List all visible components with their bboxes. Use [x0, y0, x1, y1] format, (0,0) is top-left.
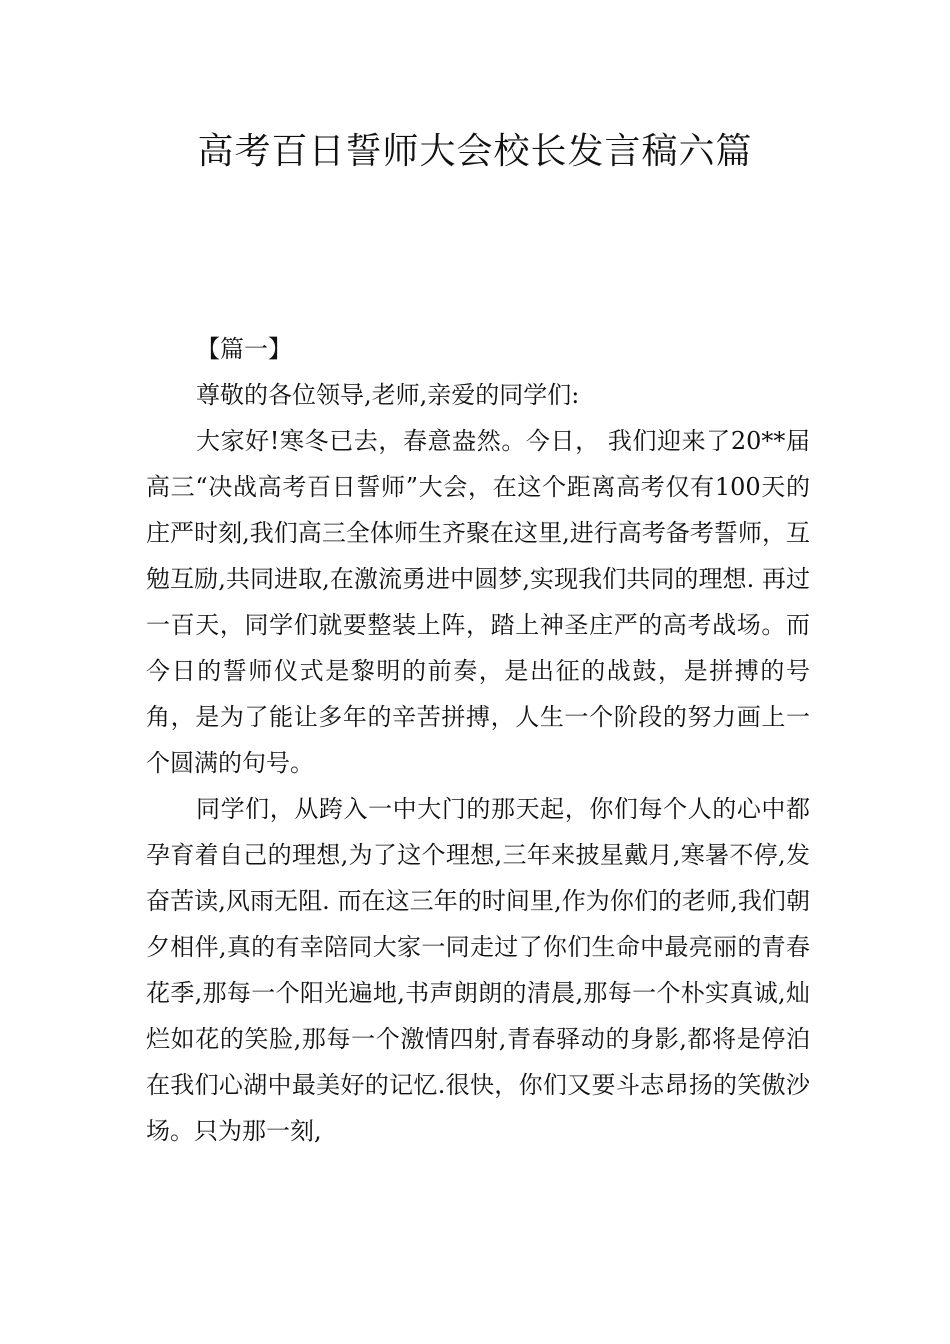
- paragraph-1: 大家好!寒冬已去，春意盎然。今日， 我们迎来了20**届高三“决战高考百日誓师”大会，在这个距离高考仅有100天的庄严时刻,我们高三全体师生齐聚在这里,进行高考备考誓师，互勉互励,共同进取,在激流勇进中圆梦,实现我们共同的理想. 再过一百天，同学们就要整装上阵，踏上神圣庄严的高考战场。而今日的誓师仪式是黎明的前奏，是出征的战鼓，是拼搏的号角，是为了能让多年的辛苦拼搏，人生一个阶段的努力画上一个圆满的句号。: [146, 427, 810, 777]
- section-label: 【篇一】: [196, 335, 292, 363]
- salutation: 尊敬的各位领导,老师,亲爱的同学们:: [196, 381, 580, 409]
- paragraph-2: 同学们，从跨入一中大门的那天起，你们每个人的心中都孕育着自己的理想,为了这个理想,三年来披星戴月,寒暑不停,发奋苦读,风雨无阻. 而在这三年的时间里,作为你们的老师,我们朝夕相伴,真的有幸陪同大家一同走过了你们生命中最亮丽的青春花季,那每一个阳光遍地,书声朗朗的清晨,那每一个朴实真诚,灿烂如花的笑脸,那每一个激情四射,青春驿动的身影,都将是停泊在我们心湖中最美好的记忆.很快，你们又要斗志昂扬的笑傲沙场。只为那一刻,: [146, 795, 810, 1145]
- document-body: [146, 326, 810, 1154]
- document-title: 高考百日誓师大会校长发言稿六篇: [197, 131, 753, 172]
